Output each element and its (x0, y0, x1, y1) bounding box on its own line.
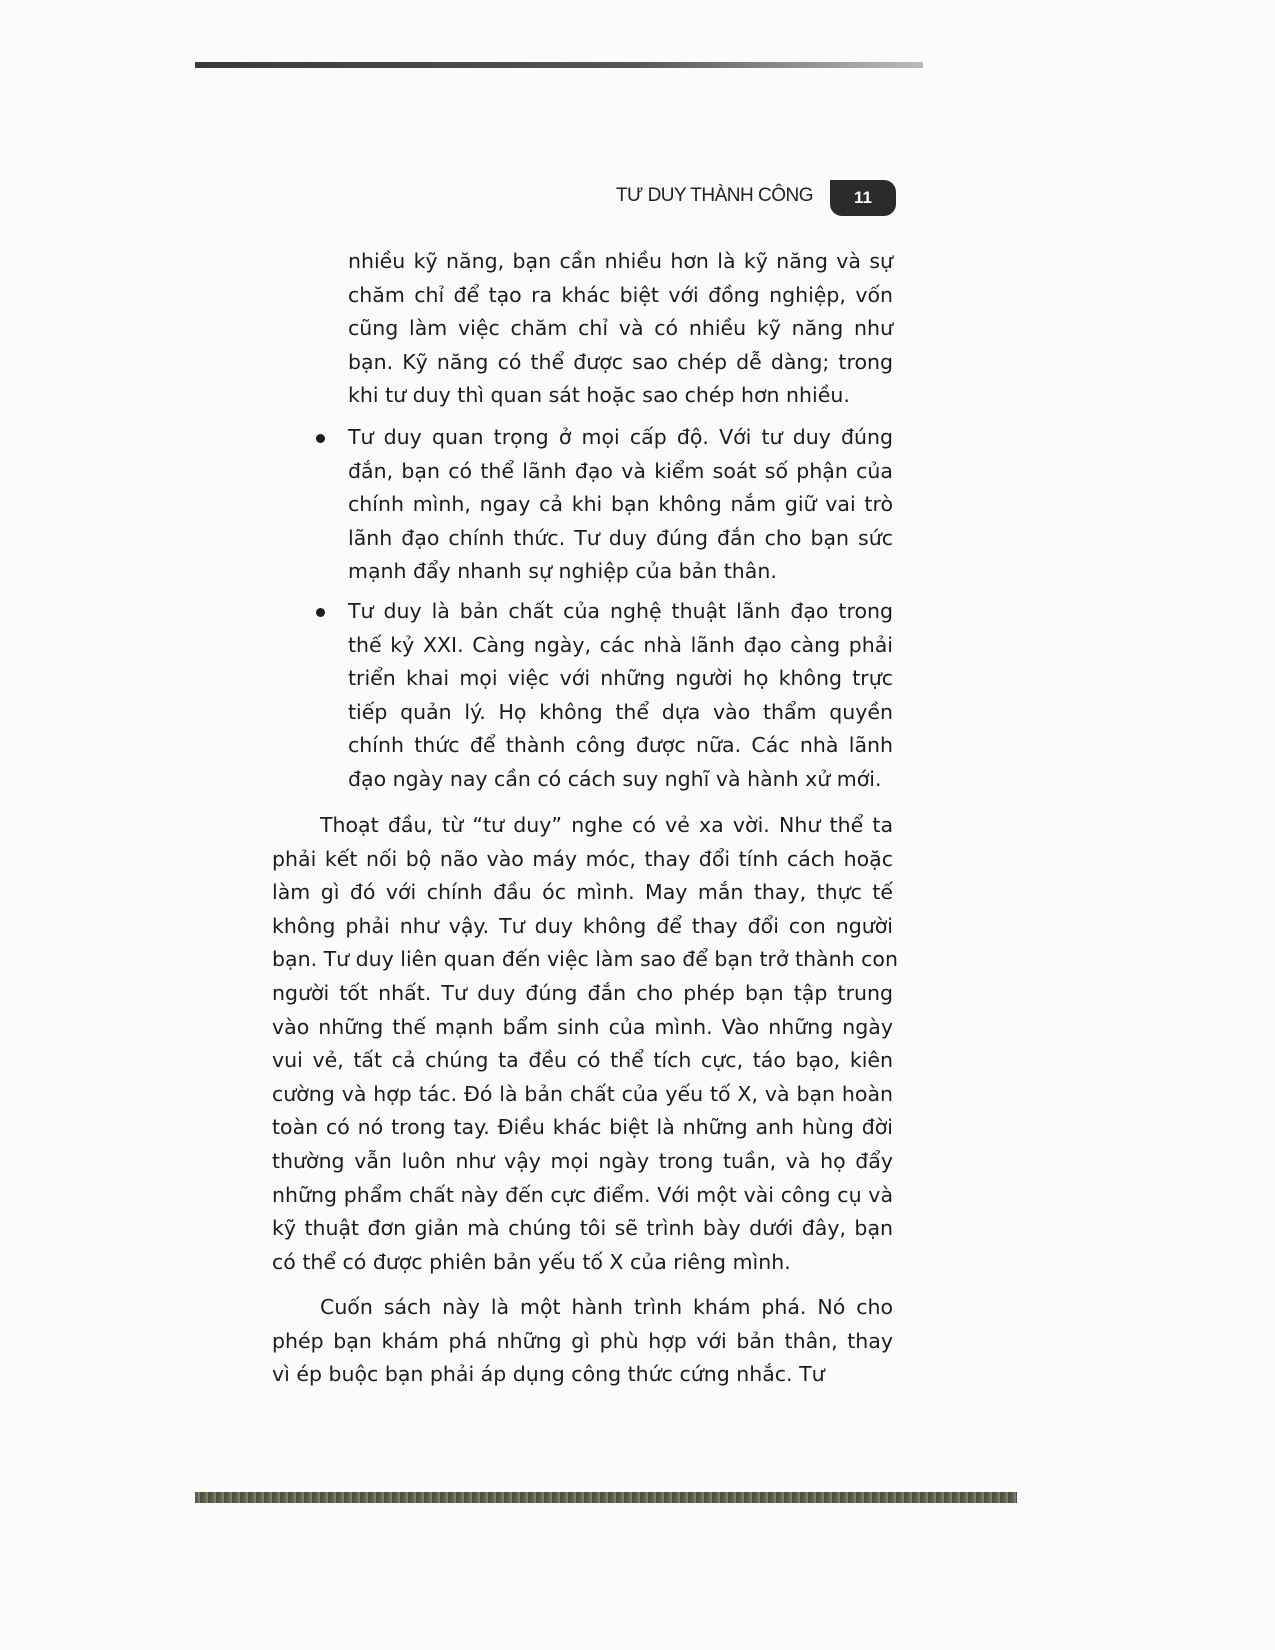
bullet-item (348, 421, 893, 589)
text-line: Tư duy là bản chất của nghệ thuật lãnh đạo trong (348, 599, 893, 623)
text-line: mạnh đẩy nhanh sự nghiệp của bản thân. (348, 559, 777, 584)
text-line: những phẩm chất này đến cực điểm. Với một vài công cụ và (272, 1182, 893, 1207)
text-line: phép bạn khám phá những gì phù hợp với bản thân, thay (272, 1328, 893, 1353)
top-border-bar (195, 62, 923, 68)
text-line: cũng làm việc chăm chỉ và có nhiều kỹ năng như (348, 316, 893, 341)
bullet-continuation (348, 245, 893, 413)
text-line: Tư duy quan trọng ở mọi cấp độ. Với tư duy đúng (348, 425, 893, 449)
bottom-border-bar (195, 1492, 1017, 1503)
text-line: triển khai mọi việc với những người họ không trực (348, 666, 893, 691)
text-line: lãnh đạo chính thức. Tư duy đúng đắn cho bạn sức (348, 525, 893, 550)
text-line: vào những thế mạnh bẩm sinh của mình. Vào những ngày (272, 1014, 893, 1039)
bullet-icon (316, 608, 325, 617)
text-line: kỹ thuật đơn giản mà chúng tôi sẽ trình bày dưới đây, bạn (272, 1216, 893, 1241)
text-line: tiếp quản lý. Họ không thể dựa vào thẩm quyền (348, 699, 893, 724)
text-line: chính mình, ngay cả khi bạn không nắm giữ vai trò (348, 492, 893, 517)
text-line: cường và hợp tác. Đó là bản chất của yếu tố X, và bạn hoàn (272, 1081, 893, 1106)
running-header-title: TƯ DUY THÀNH CÔNG (615, 185, 813, 206)
text-line: nhiều kỹ năng, bạn cần nhiều hơn là kỹ năng và sự (348, 249, 893, 273)
text-line: vì ép buộc bạn phải áp dụng công thức cứng nhắc. Tư (272, 1362, 825, 1387)
body-paragraph (272, 1291, 893, 1392)
text-line: chính thức để thành công được nữa. Các nhà lãnh (348, 733, 893, 758)
text-line: không phải như vậy. Tư duy không để thay đổi con người (272, 913, 893, 938)
text-line: khi tư duy thì quan sát hoặc sao chép hơn nhiều. (348, 383, 850, 408)
text-line: người tốt nhất. Tư duy đúng đắn cho phép bạn tập trung (272, 980, 893, 1005)
text-line: phải kết nối bộ não vào máy móc, thay đổi tính cách hoặc (272, 846, 893, 871)
text-line: Thoạt đầu, từ “tư duy” nghe có vẻ xa vời. Như thể ta (320, 813, 893, 837)
bullet-icon (316, 434, 325, 443)
text-line: vui vẻ, tất cả chúng ta đều có thể tích cực, táo bạo, kiên (272, 1048, 893, 1073)
text-line: thường vẫn luôn như vậy mọi ngày trong tuần, và họ đẩy (272, 1148, 893, 1173)
bullet-item (348, 595, 893, 797)
text-line: có thể có được phiên bản yếu tố X của riêng mình. (272, 1249, 791, 1274)
text-line: đắn, bạn có thể lãnh đạo và kiểm soát số phận của (348, 458, 893, 483)
text-line: thế kỷ XXI. Càng ngày, các nhà lãnh đạo càng phải (348, 632, 893, 657)
text-line: chăm chỉ để tạo ra khác biệt với đồng nghiệp, vốn (348, 282, 893, 307)
text-line: toàn có nó trong tay. Điều khác biệt là những anh hùng đời (272, 1115, 893, 1140)
body-paragraph (272, 809, 898, 1279)
text-line: bạn. Tư duy liên quan đến việc làm sao để bạn trở thành con (272, 947, 898, 972)
text-line: đạo ngày nay cần có cách suy nghĩ và hành xử mới. (348, 766, 882, 791)
text-line: Cuốn sách này là một hành trình khám phá. Nó cho (320, 1295, 893, 1319)
text-line: bạn. Kỹ năng có thể được sao chép dễ dàng; trong (348, 349, 893, 374)
page-number-badge: 11 (830, 180, 896, 216)
text-line: làm gì đó với chính đầu óc mình. May mắn thay, thực tế (272, 880, 893, 905)
